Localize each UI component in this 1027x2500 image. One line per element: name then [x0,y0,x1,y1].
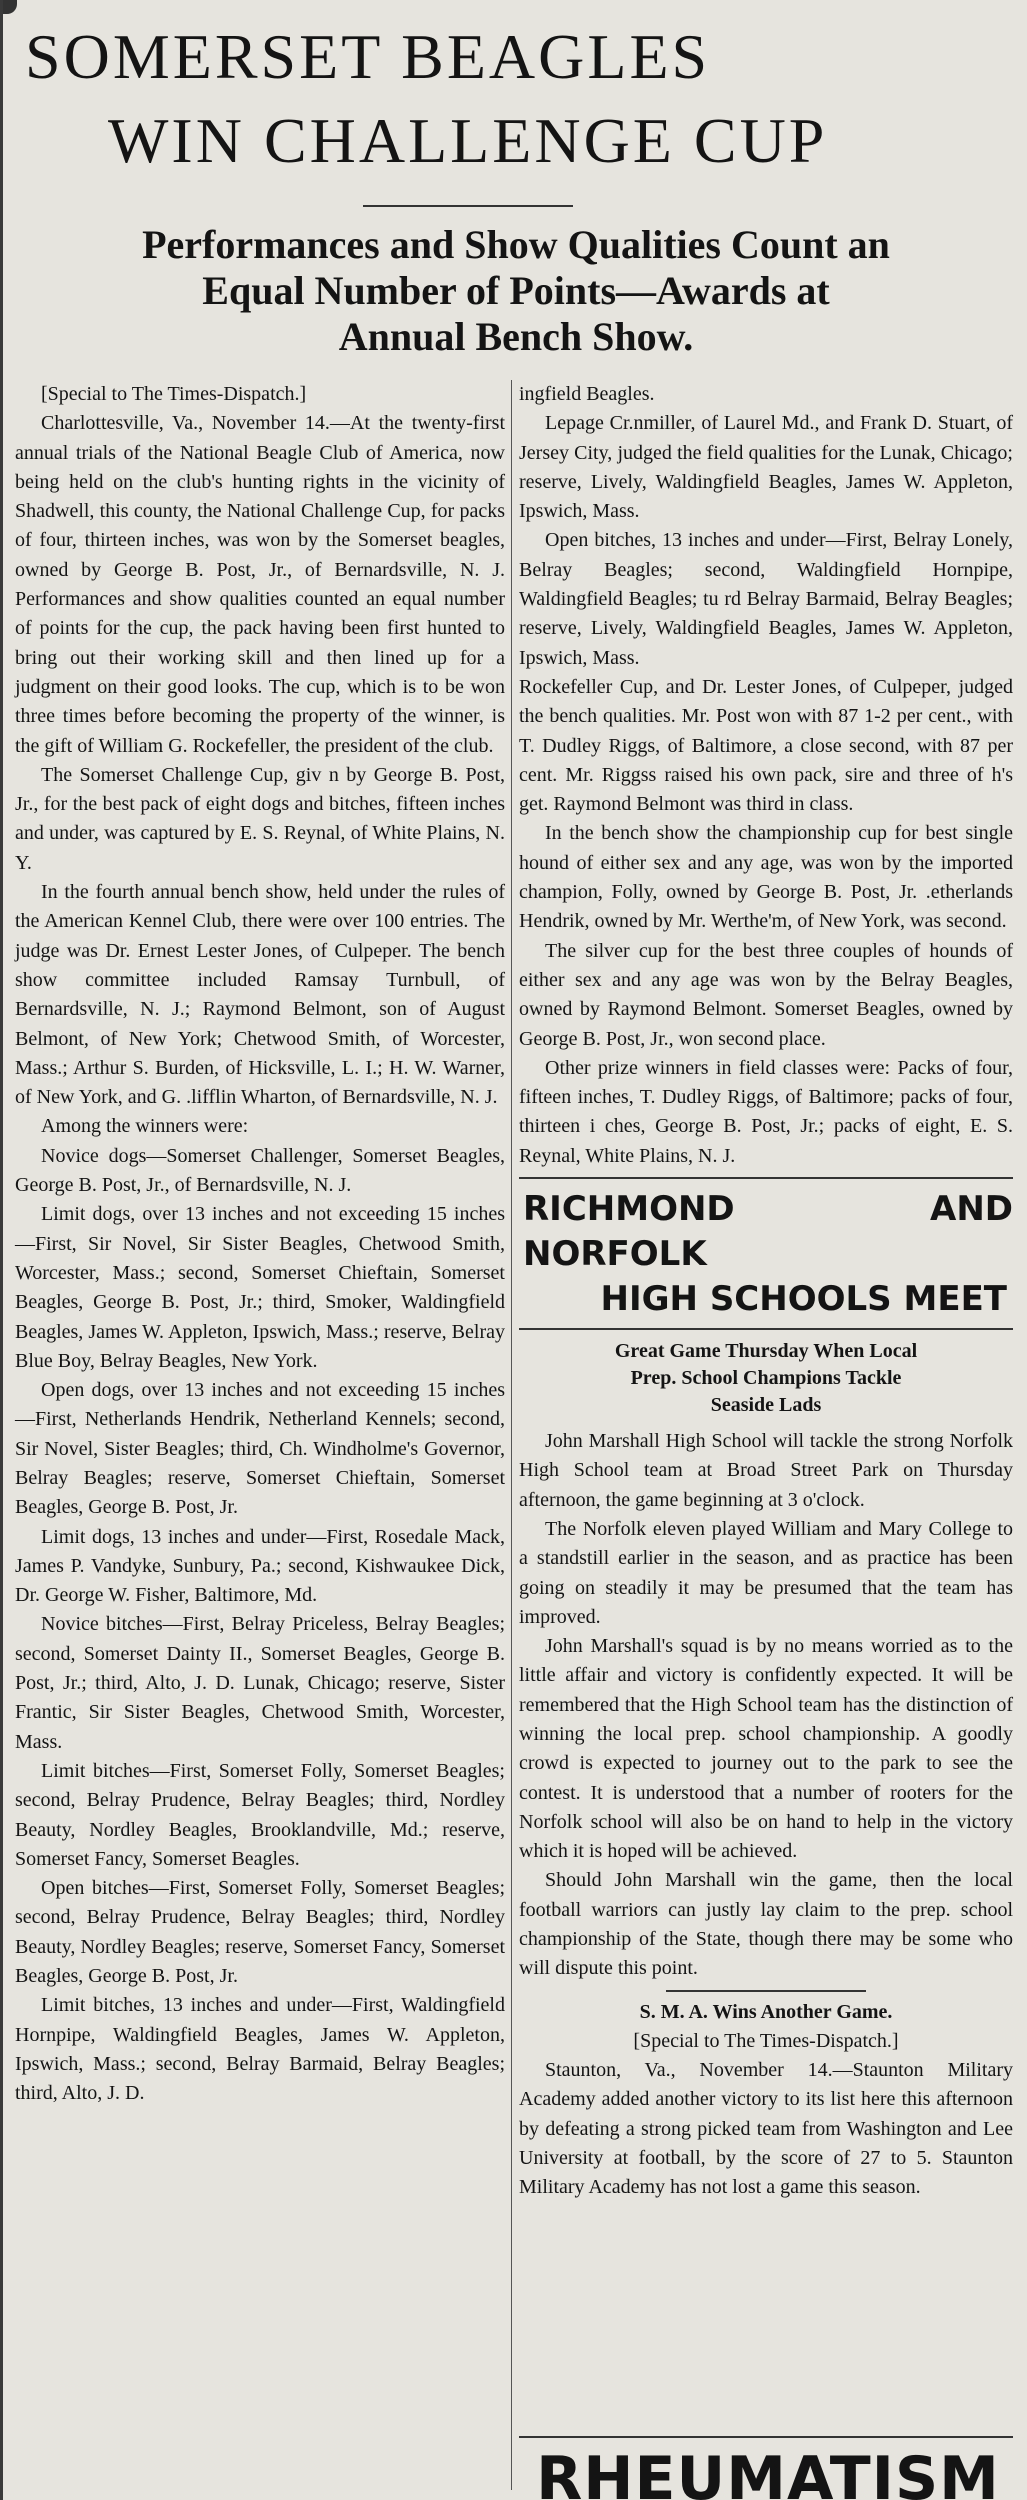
ad-headline: RHEUMATISM [536,2444,1000,2500]
story2-headline [519,1187,1013,1322]
body-paragraph: Novice bitches—First, Belray Priceless, Belray Beagles; second, Somerset Dainty II., Somerset Beagles, George B. Post, Jr.; third, Alto, J. D. Lunak, Chicago; reserve, Sister Frantic, Sir Sister Beagles, Chetwood Smith, Worcester, Mass. [15,1613,505,1753]
body-paragraph: In the fourth annual bench show, held under the rules of the American Kennel Club, there were over 100 entries. The judge was Dr. Ernest Lester Jones, of Culpeper. The bench show committee included Ramsay Turnbull, of Bernardsville, N. J.; Raymond Belmont, son of August Belmont, of New York; Chetwood Smith, of Worcester, Mass.; Arthur S. Burden, of Hicksville, L. I.; H. W. Warner, of New York, and G. .lifflin Wharton, of Bernardsville, N. J. [15,881,505,1109]
story3-special: [Special to The Times-Dispatch.] [633,2029,899,2052]
body-paragraph: Limit bitches, 13 inches and under—First, Waldingfield Hornpipe, Waldingfield Beagles, James W. Appleton, Ipswich, Mass.; second, Belray Barmaid, Belray Beagles; third, Alto, J. D. [15,1994,505,2105]
story2-subhead-line: Prep. School Champions Tackle [630,1367,902,1390]
body-paragraph: Novice dogs—Somerset Challenger, Somerset Beagles, George B. Post, Jr., of Bernardsville, N. J. [15,1144,505,1197]
ad-rule [519,2436,1013,2438]
dateline-special: [Special to The Times-Dispatch.] [41,383,307,405]
body-paragraph: The Norfolk eleven played William and Mary College to a standstill earlier in the season, and as practice has been going on steadily it may be presumed that the team has improved. [519,1517,1013,1628]
body-paragraph: Limit dogs, 13 inches and under—First, Rosedale Mack, James P. Vandyke, Sunbury, Pa.; second, Kishwaukee Dick, Dr. George W. Fisher, Baltimore, Md. [15,1525,505,1607]
body-paragraph: Limit dogs, over 13 inches and not exceeding 15 inches—First, Sir Novel, Sir Sister Beagles, Chetwood Smith, Worcester, Mass.; second, Somerset Chieftain, Somerset Beagles, George B. Post, Jr.; third, Smoker, Waldingfield Beagles, James W. Appleton, Ipswich, Mass.; reserve, Belray Blue Boy, Belray Beagles, New York. [15,1203,505,1372]
section-rule [519,1328,1013,1330]
deck-line-3: Annual Bench Show. [338,314,694,359]
body-paragraph: In the bench show the championship cup for best single hound of either sex and any age, was won by the imported champion, Folly, owned by George B. Post, Jr. .etherlands Hendrik, owned by Mr. Werthe'm, of New York, was second. [519,822,1013,933]
body-paragraph: Should John Marshall win the game, then the local football warriors can justly lay claim to the prep. school championship of the State, though there may be some who will dispute this point. [519,1869,1013,1980]
story2-headline-line-1: RICHMOND AND NORFOLK [523,1189,1013,1275]
body-paragraph: Open bitches, 13 inches and under—First, Belray Lonely, Belray Beagles; second, Waldingfield Hornpipe, Waldingfield Beagles; tu rd Belray Barmaid, Belray Beagles; reserve, Lively, Waldingfield Beagles, James W. Appleton, Ipswich, Mass. [519,529,1013,669]
column-right [519,380,1013,2202]
headline-line-1: SOMERSET BEAGLES [25,21,711,92]
story2-subhead-line: Seaside Lads [710,1394,822,1417]
body-paragraph: The Somerset Challenge Cup, giv n by George B. Post, Jr., for the best pack of eight dogs and bitches, fifteen inches and under, was captured by E. S. Reynal, of White Plains, N. Y. [15,763,505,874]
story3-headline: S. M. A. Wins Another Game. [639,2000,893,2023]
corner-mark [3,0,17,14]
body-paragraph: Lepage Cr.nmiller, of Laurel Md., and Frank D. Stuart, of Jersey City, judged the field qualities for the Lunak, Chicago; reserve, Lively, Waldingfield Beagles, James W. Appleton, Ipswich, Mass. [519,412,1013,523]
body-paragraph: Among the winners were: [41,1115,249,1138]
body-paragraph: ingfield Beagles. [519,383,655,405]
column-left [15,380,505,2109]
headline-line-2: WIN CHALLENGE CUP [108,105,828,176]
body-paragraph: John Marshall High School will tackle the strong Norfolk High School team at Broad Street Park on Thursday afternoon, the game beginning at 3 o'clock. [519,1430,1013,1511]
story2-headline-line-2: HIGH SCHOOLS MEET [600,1279,1007,1320]
headline-rule [363,205,573,207]
body-paragraph: Open bitches—First, Somerset Folly, Somerset Beagles; second, Belray Prudence, Belray Beagles; third, Nordley Beauty, Nordley Beagles; reserve, Somerset Fancy, Somerset Beagles, George B. Post, Jr. [15,1877,505,1988]
body-paragraph: Limit bitches—First, Somerset Folly, Somerset Beagles; second, Belray Prudence, Belray Beagles; third, Nordley Beauty, Nordley Beagles, Brooklandville, Md.; reserve, Somerset Fancy, Somerset Beagles. [15,1759,505,1870]
body-paragraph: Rockefeller Cup, and Dr. Lester Jones, of Culpeper, judged the bench qualities. Mr. Post won with 87 1-2 per cent., with T. Dudley Riggs, of Baltimore, a close second, with 87 per cent. Mr. Riggss raised his own pack, sire and three of h's get. Raymond Belmont was third in class. [519,675,1013,816]
body-paragraph: Other prize winners in field classes were: Packs of four, fifteen inches, T. Dudley Riggs, of Baltimore; packs of four, thirteen i ches, George B. Post, Jr.; packs of eight, E. S. Reynal, White Plains, N. J. [519,1056,1013,1167]
body-paragraph: The silver cup for the best three couples of hounds of either sex and any age was won by the Belray Beagles, owned by Raymond Belmont. Somerset Beagles, owned by George B. Post, Jr., won second place. [519,939,1013,1050]
body-paragraph: Staunton, Va., November 14.—Staunton Military Academy added another victory to its list here this afternoon by defeating a strong picked team from Washington and Lee University at football, by the score of 27 to 5. Staunton Military Academy has not lost a game this season. [519,2058,1013,2199]
section-rule [666,1990,866,1992]
column-divider [511,380,512,2490]
deck-headline [21,222,1011,360]
body-paragraph: Open dogs, over 13 inches and not exceeding 15 inches—First, Netherlands Hendrik, Netherland Kennels; second, Sir Novel, Sister Beagles; third, Ch. Windholme's Governor, Belray Beagles; reserve, Somerset Chieftain, Somerset Beagles, George B. Post, Jr. [15,1379,505,1519]
section-rule [519,1177,1013,1179]
deck-line-1: Performances and Show Qualities Count an [142,222,890,267]
deck-line-2: Equal Number of Points—Awards at [202,268,830,313]
story2-subhead [519,1338,1013,1419]
story2-subhead-line: Great Game Thursday When Local [614,1340,918,1363]
body-paragraph: Charlottesville, Va., November 14.—At the twenty-first annual trials of the National Beagle Club of America, now being held on the club's hunting rights in the vicinity of Shadwell, this county, the National Challenge Cup, for packs of four, thirteen inches, was won by the Somerset beagles, owned by George B. Post, Jr., of Bernardsville, N. J. Performances and show qualities counted an equal number of points for the cup, the pack having been first hunted to bring out their working skill and then lined up for a judgment on their good looks. The cup, which is to be won three times before becoming the property of the winner, is the gift of William G. Rockefeller, the president of the club. [15,412,505,757]
body-paragraph: John Marshall's squad is by no means worried as to the little affair and victory is confidently expected. It will be remembered that the High School team has the distinction of winning the local prep. school championship. A goodly crowd is expected to journey out to the park to see the contest. It is understood that a number of rooters for the Norfolk school will also be on hand to help in the victory which it is hoped will be achieved. [519,1635,1013,1863]
